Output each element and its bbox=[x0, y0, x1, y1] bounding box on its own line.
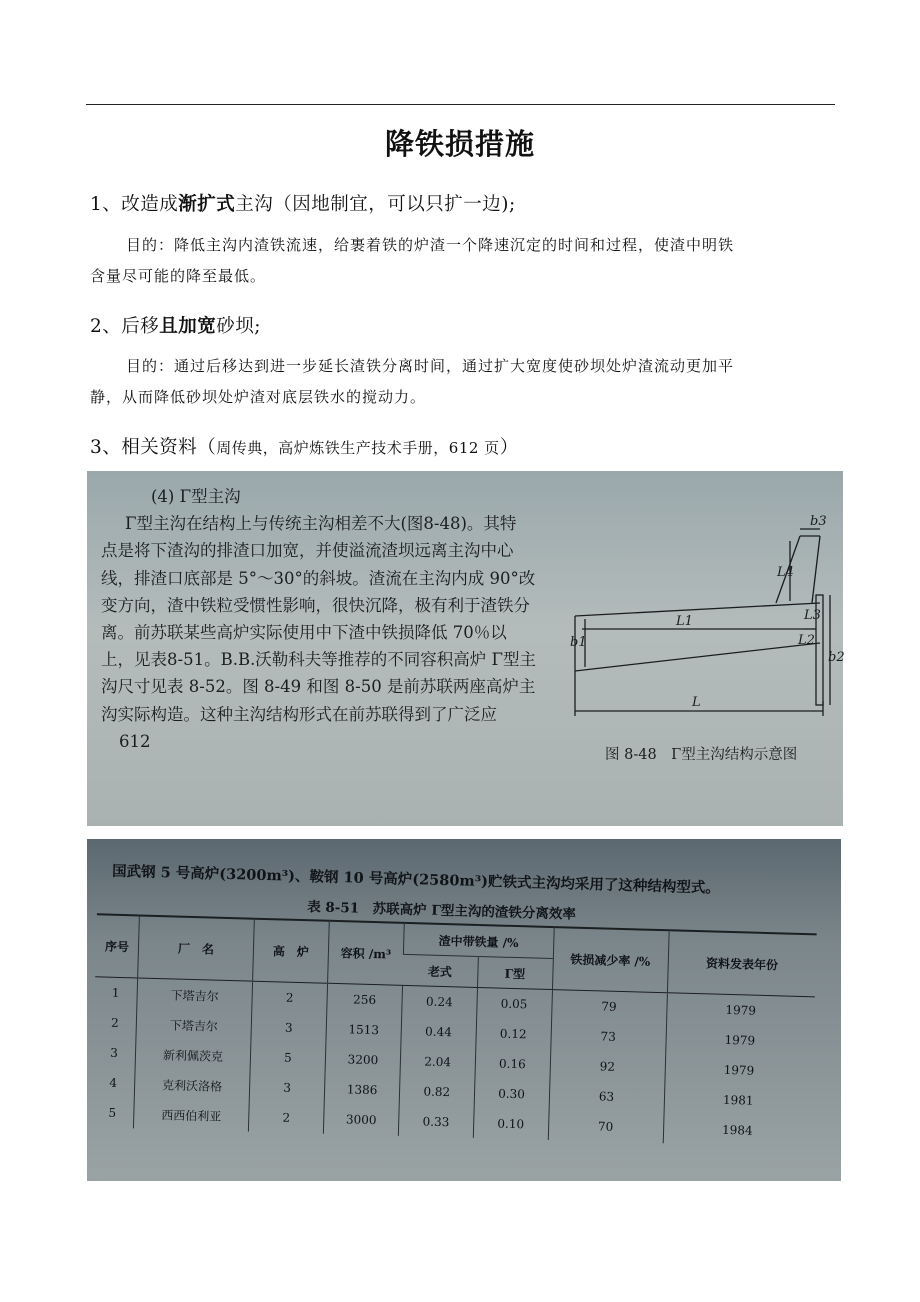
cell-old: 0.82 bbox=[399, 1076, 474, 1108]
label-b1: b1 bbox=[570, 635, 587, 650]
cell-no: 3 bbox=[110, 1045, 119, 1060]
cell-reduction: 73 bbox=[550, 1020, 666, 1053]
cell-reduction: 92 bbox=[549, 1050, 665, 1083]
gamma-trough-diagram bbox=[570, 511, 845, 776]
cell-reduction: 63 bbox=[549, 1080, 665, 1113]
cell-no: 4 bbox=[109, 1075, 118, 1090]
header-iron-in-slag: 渣中带铁量 /% bbox=[403, 923, 553, 959]
header-volume: 容积 /m³ bbox=[328, 921, 405, 986]
label-l3: L3 bbox=[804, 608, 821, 623]
header-year: 资料发表年份 bbox=[667, 930, 817, 997]
header-furnace: 高 炉 bbox=[253, 919, 330, 984]
book-scan-photo-2 bbox=[87, 839, 841, 1181]
cell-furnace: 3 bbox=[251, 1012, 327, 1044]
cell-volume: 1513 bbox=[326, 1014, 402, 1046]
cell-reduction: 79 bbox=[551, 990, 667, 1024]
cell-plant: 西西伯利亚 bbox=[133, 1098, 249, 1131]
label-l2: L2 bbox=[798, 633, 815, 648]
scan-1-page-number: 612 bbox=[119, 731, 151, 751]
item-2-bold: 且加宽 bbox=[159, 316, 217, 337]
cell-no: 5 bbox=[108, 1105, 117, 1120]
cell-old: 0.33 bbox=[398, 1106, 473, 1138]
item-3-heading bbox=[90, 433, 519, 459]
scan-1-line: 点是将下渣沟的排渣口加宽，并使溢流渣坝远离主沟中心 bbox=[101, 541, 514, 561]
scan-2-top-line: 国武钢 5 号高炉(3200m³)、鞍钢 10 号高炉(2580m³)贮铁式主沟均采用了这种结构型式。 bbox=[111, 862, 721, 897]
label-b3: b3 bbox=[810, 514, 827, 529]
scan-1-line: 线，排渣口底部是 5°～30°的斜坡。渣流在主沟内成 90°改 bbox=[101, 568, 536, 588]
scan-1-line: 上，见表8-51。B.B.沃勒科夫等推荐的不同容积高炉 Γ型主 bbox=[101, 650, 537, 670]
cell-furnace: 2 bbox=[248, 1102, 324, 1134]
trough-bottom-edge bbox=[575, 643, 820, 671]
item-2-purpose-line-2: 静，从而降低砂坝处炉渣对底层铁水的搅动力。 bbox=[90, 388, 427, 406]
item-2-heading bbox=[90, 312, 261, 338]
table-caption: 表 8-51 苏联高炉 Γ型主沟的渣铁分离效率 bbox=[306, 899, 577, 923]
item-2-prefix: 2、后移 bbox=[90, 316, 160, 337]
label-l: L bbox=[692, 695, 701, 710]
label-l4: L4 bbox=[777, 565, 794, 580]
cell-furnace: 3 bbox=[249, 1072, 325, 1104]
cell-year: 1979 bbox=[665, 1023, 814, 1057]
cell-gamma: 0.16 bbox=[474, 1048, 550, 1080]
cell-gamma: 0.12 bbox=[475, 1018, 551, 1050]
cell-old: 2.04 bbox=[400, 1046, 475, 1078]
item-2-purpose bbox=[90, 351, 835, 413]
label-l1: L1 bbox=[676, 614, 693, 629]
cell-plant: 下塔吉尔 bbox=[136, 1008, 252, 1041]
item-1-bold: 渐扩式 bbox=[178, 194, 236, 215]
cell-year: 1979 bbox=[666, 993, 815, 1028]
scan-1-heading: (4) Γ型主沟 bbox=[151, 487, 241, 506]
header-rule bbox=[86, 104, 835, 105]
item-2-suffix: 砂坝; bbox=[216, 316, 262, 337]
separation-efficiency-table bbox=[91, 913, 817, 1147]
cell-gamma: 0.10 bbox=[473, 1108, 549, 1140]
cell-old: 0.44 bbox=[401, 1016, 476, 1048]
book-scan-photo-1 bbox=[87, 471, 843, 826]
item-1-purpose bbox=[90, 230, 835, 292]
trough-top-edge bbox=[575, 603, 820, 616]
cell-plant: 新利佩茨克 bbox=[135, 1038, 251, 1071]
cell-no: 1 bbox=[94, 977, 137, 1009]
item-3-suffix: ） bbox=[499, 437, 519, 458]
scan-1-line: Γ型主沟在结构上与传统主沟相差不大(图8-48)。其特 bbox=[125, 514, 517, 534]
cell-year: 1979 bbox=[664, 1053, 813, 1087]
cell-year: 1981 bbox=[664, 1083, 813, 1117]
item-3-prefix: 3、相关资料（ bbox=[90, 437, 217, 458]
cell-furnace: 5 bbox=[250, 1042, 326, 1074]
scan-1-text bbox=[101, 483, 571, 755]
scan-1-line: 离。前苏联某些高炉实际使用中下渣中铁损降低 70％以 bbox=[101, 623, 507, 643]
header-plant: 厂 名 bbox=[138, 915, 255, 981]
item-1-purpose-line-1: 目的：降低主沟内渣铁流速，给裹着铁的炉渣一个降速沉定的时间和过程，使渣中明铁 bbox=[126, 236, 735, 254]
label-b2: b2 bbox=[828, 650, 845, 665]
page-title: 降铁损措施 bbox=[384, 127, 535, 161]
scan-1-line: 沟尺寸见表 8-52。图 8-49 和图 8-50 是前苏联两座高炉主 bbox=[101, 677, 536, 697]
scan-1-line: 沟实际构造。这种主沟结构形式在前苏联得到了广泛应 bbox=[101, 704, 497, 724]
item-1-suffix: 主沟（因地制宜，可以只扩一边); bbox=[235, 194, 516, 215]
cell-volume: 1386 bbox=[324, 1074, 400, 1106]
cell-furnace: 2 bbox=[252, 981, 328, 1014]
item-1-prefix: 1、改造成 bbox=[90, 194, 179, 215]
cell-volume: 256 bbox=[327, 983, 403, 1016]
header-old: 老式 bbox=[403, 954, 478, 987]
item-2-purpose-line-1: 目的：通过后移达到进一步延长渣铁分离时间，通过扩大宽度使砂坝处炉渣流动更加平 bbox=[126, 357, 735, 375]
cell-gamma: 0.30 bbox=[474, 1078, 550, 1110]
item-1-purpose-line-2: 含量尽可能的降至最低。 bbox=[90, 267, 267, 285]
item-3-reference: 周传典，高炉炼铁生产技术手册，612 页 bbox=[216, 439, 500, 457]
cell-plant: 克利沃洛格 bbox=[134, 1068, 250, 1101]
cell-year: 1984 bbox=[663, 1113, 812, 1147]
cell-reduction: 70 bbox=[548, 1110, 664, 1143]
item-1-heading bbox=[90, 190, 516, 216]
header-no: 序号 bbox=[95, 914, 139, 978]
cell-no: 2 bbox=[110, 1015, 119, 1030]
header-gamma: Γ型 bbox=[477, 956, 553, 989]
figure-caption: 图 8-48 Γ型主沟结构示意图 bbox=[605, 747, 798, 763]
cell-volume: 3000 bbox=[323, 1104, 399, 1136]
cell-volume: 3200 bbox=[325, 1044, 401, 1076]
cell-plant: 下塔吉尔 bbox=[137, 978, 253, 1012]
notch-right-side bbox=[812, 536, 820, 603]
cell-old: 0.24 bbox=[402, 985, 477, 1018]
header-reduction: 铁损减少率 /% bbox=[552, 927, 669, 993]
cell-gamma: 0.05 bbox=[476, 987, 552, 1020]
scan-1-line: 变方向，渣中铁粒受惯性影响，很快沉降，极有利于渣铁分 bbox=[101, 595, 530, 615]
